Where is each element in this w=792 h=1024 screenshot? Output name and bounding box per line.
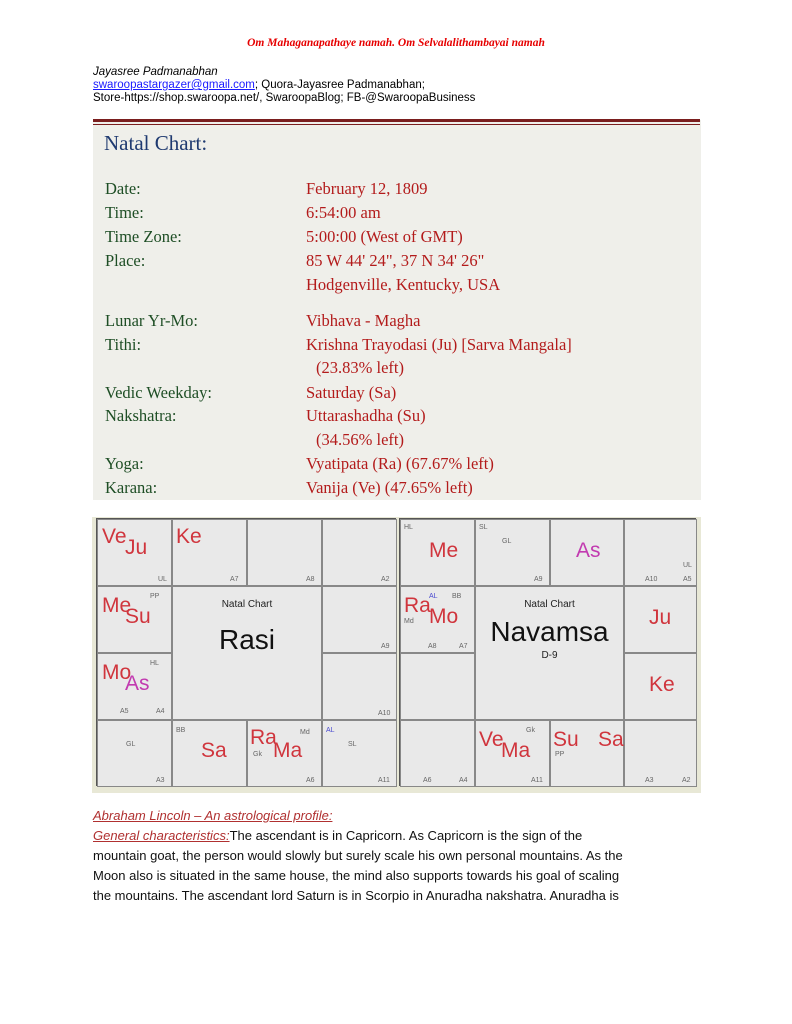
navamsa-center-name: Navamsa [490, 616, 609, 647]
rasi-tag-hl: HL [150, 660, 159, 667]
rasi-center-name: Rasi [218, 624, 275, 655]
rasi-tag-gk: Gk [253, 751, 262, 758]
navamsa-tag-gl: GL [502, 538, 512, 545]
navamsa-planet-as: As [576, 539, 601, 562]
rasi-planet-ra: Ra [250, 726, 277, 749]
navamsa-planet-me: Me [429, 539, 459, 562]
rasi-tag-a4: A4 [156, 708, 165, 715]
navamsa-planet-ra: Ra [404, 594, 431, 617]
navamsa-house-gemini [624, 519, 697, 586]
value-place: Hodgenville, Kentucky, USA [306, 275, 501, 294]
value-time: 6:54:00 am [306, 203, 381, 222]
value-weekday: Saturday (Sa) [306, 383, 397, 402]
rasi-planet-mo: Mo [102, 661, 132, 684]
navamsa-center-sub: D-9 [541, 650, 558, 661]
navamsa-tag-sl: SL [479, 524, 488, 531]
navamsa-planet-ma: Ma [501, 739, 531, 762]
rasi-chart [96, 518, 396, 786]
rasi-house-gemini [322, 519, 397, 586]
value-lunar: Vibhava - Magha [306, 311, 421, 330]
rasi-house-pisces [97, 519, 172, 586]
contact-line-1-rest: ; Quora-Jayasree Padmanabhan; [254, 79, 425, 91]
navamsa-tag-a11: A11 [531, 777, 543, 784]
rasi-tag-a3: A3 [156, 777, 165, 784]
author-name: Jayasree Padmanabhan [93, 66, 218, 78]
rasi-tag-a11: A11 [378, 777, 390, 784]
navamsa-tag-gk: Gk [526, 727, 535, 734]
value-nakshatra-left: (34.56% left) [316, 430, 404, 449]
navamsa-house-libra [550, 720, 624, 787]
label-karana: Karana: [105, 478, 158, 497]
navamsa-tag-a8: A8 [428, 643, 437, 650]
rasi-tag-a7: A7 [230, 576, 239, 583]
rasi-tag-gl: GL [126, 741, 136, 748]
email-link[interactable]: swaroopastargazer@gmail.com [93, 79, 255, 91]
navamsa-tag-a9: A9 [534, 576, 543, 583]
invocation-line: Om Mahaganapathaye namah. Om Selvalalithambayai namah [247, 37, 545, 49]
navamsa-house-aries [475, 519, 550, 586]
rasi-tag-a8: A8 [306, 576, 315, 583]
navamsa-house-virgo [624, 720, 697, 787]
profile-text-1: The ascendant is in Capricorn. As Capricorn is the sign of the [229, 828, 583, 843]
label-lunar: Lunar Yr-Mo: [105, 311, 198, 330]
rasi-planet-ke: Ke [176, 525, 202, 548]
profile-line-2: mountain goat, the person would slowly but surely scale his own personal mountains. As the [93, 848, 623, 863]
rasi-tag-a9: A9 [381, 643, 390, 650]
rasi-house-scorpio [172, 720, 247, 787]
value-date: February 12, 1809 [306, 179, 428, 198]
navamsa-planet-ke: Ke [649, 673, 675, 696]
navamsa-tag-ul: UL [683, 562, 692, 569]
navamsa-planet-sa: Sa [598, 728, 624, 751]
rasi-tag-md: Md [300, 729, 310, 736]
navamsa-house-aquarius [400, 586, 475, 653]
rasi-center-label: Natal Chart [221, 599, 273, 610]
navamsa-planet-ju: Ju [649, 606, 672, 629]
rasi-tag-al: AL [326, 727, 335, 734]
rasi-planet-as: As [125, 672, 150, 695]
rasi-house-libra [247, 720, 322, 787]
rasi-planet-ju: Ju [125, 536, 148, 559]
profile-title: Abraham Lincoln – An astrological profile: [93, 808, 333, 823]
navamsa-center [475, 586, 624, 720]
rasi-planet-sa: Sa [201, 739, 227, 762]
rasi-tag-sl: SL [348, 741, 357, 748]
navamsa-tag-a5: A5 [683, 576, 692, 583]
rasi-planet-ma: Ma [273, 739, 303, 762]
rasi-house-aries [172, 519, 247, 586]
navamsa-planet-ve: Ve [479, 728, 504, 751]
value-coordinates: 85 W 44' 24", 37 N 34' 26" [306, 251, 485, 270]
profile-subheading: General characteristics: [93, 828, 230, 843]
label-nakshatra: Nakshatra: [105, 406, 177, 425]
navamsa-house-capricorn [400, 653, 475, 720]
label-tithi: Tithi: [105, 335, 142, 354]
value-karana: Vanija (Ve) (47.65% left) [306, 478, 473, 497]
rasi-house-leo [322, 653, 397, 720]
profile-heading [93, 806, 713, 827]
navamsa-planet-mo: Mo [429, 605, 459, 628]
navamsa-tag-hl: HL [404, 524, 413, 531]
profile-line-4: the mountains. The ascendant lord Saturn is in Scorpio in Anuradha nakshatra. Anuradha is [93, 888, 619, 903]
navamsa-house-scorpio [475, 720, 550, 787]
navamsa-planet-su: Su [553, 728, 579, 751]
navamsa-house-sagittarius [400, 720, 475, 787]
panel-rule [93, 119, 700, 122]
label-place: Place: [105, 251, 146, 270]
value-yoga: Vyatipata (Ra) (67.67% left) [306, 454, 494, 473]
navamsa-house-taurus [550, 519, 624, 586]
rasi-tag-ul: UL [158, 576, 167, 583]
rasi-planet-ve: Ve [102, 525, 127, 548]
value-timezone: 5:00:00 (West of GMT) [306, 227, 463, 246]
rasi-tag-bb: BB [176, 727, 186, 734]
natal-title: Natal Chart: [104, 131, 208, 155]
label-timezone: Time Zone: [105, 227, 182, 246]
value-tithi: Krishna Trayodasi (Ju) [Sarva Mangala] [306, 335, 572, 354]
label-date: Date: [105, 179, 141, 198]
navamsa-tag-md: Md [404, 618, 414, 625]
rasi-house-aquarius [97, 586, 172, 653]
rasi-tag-a10: A10 [378, 710, 391, 717]
contact-line-1 [93, 79, 425, 91]
rasi-house-virgo [322, 720, 397, 787]
navamsa-tag-bb: BB [452, 593, 462, 600]
rasi-tag-pp: PP [150, 593, 160, 600]
navamsa-tag-a2: A2 [682, 777, 691, 784]
profile-line-3: Moon also is situated in the same house, the mind also supports towards his goal of scaling [93, 868, 620, 883]
navamsa-center-label: Natal Chart [524, 599, 575, 610]
navamsa-tag-al: AL [429, 593, 438, 600]
contact-line-2: Store-https://shop.swaroopa.net/, SwaroopaBlog; FB-@SwaroopaBusiness [93, 92, 476, 104]
rasi-tag-a2: A2 [381, 576, 390, 583]
navamsa-tag-pp: PP [555, 751, 565, 758]
rasi-house-capricorn [97, 653, 172, 720]
label-yoga: Yoga: [105, 454, 144, 473]
value-nakshatra: Uttarashadha (Su) [306, 406, 426, 425]
value-tithi-left: (23.83% left) [316, 358, 404, 377]
rasi-house-taurus [247, 519, 322, 586]
rasi-tag-a6: A6 [306, 777, 315, 784]
navamsa-chart [399, 518, 696, 786]
rasi-planet-me: Me [102, 594, 132, 617]
label-time: Time: [105, 203, 144, 222]
rasi-center [172, 586, 322, 720]
navamsa-house-leo [624, 653, 697, 720]
rasi-house-cancer [322, 586, 397, 653]
rasi-tag-a5: A5 [120, 708, 129, 715]
navamsa-tag-a7: A7 [459, 643, 468, 650]
label-weekday: Vedic Weekday: [105, 383, 212, 402]
navamsa-tag-a3: A3 [645, 777, 654, 784]
navamsa-tag-a10: A10 [645, 576, 658, 583]
rasi-house-sagittarius [97, 720, 172, 787]
navamsa-tag-a4: A4 [459, 777, 468, 784]
profile-line-1 [93, 826, 713, 847]
rasi-planet-su: Su [125, 605, 151, 628]
navamsa-tag-a6: A6 [423, 777, 432, 784]
navamsa-house-cancer [624, 586, 697, 653]
navamsa-house-pisces [400, 519, 475, 586]
panel-rule-thin [93, 124, 700, 125]
